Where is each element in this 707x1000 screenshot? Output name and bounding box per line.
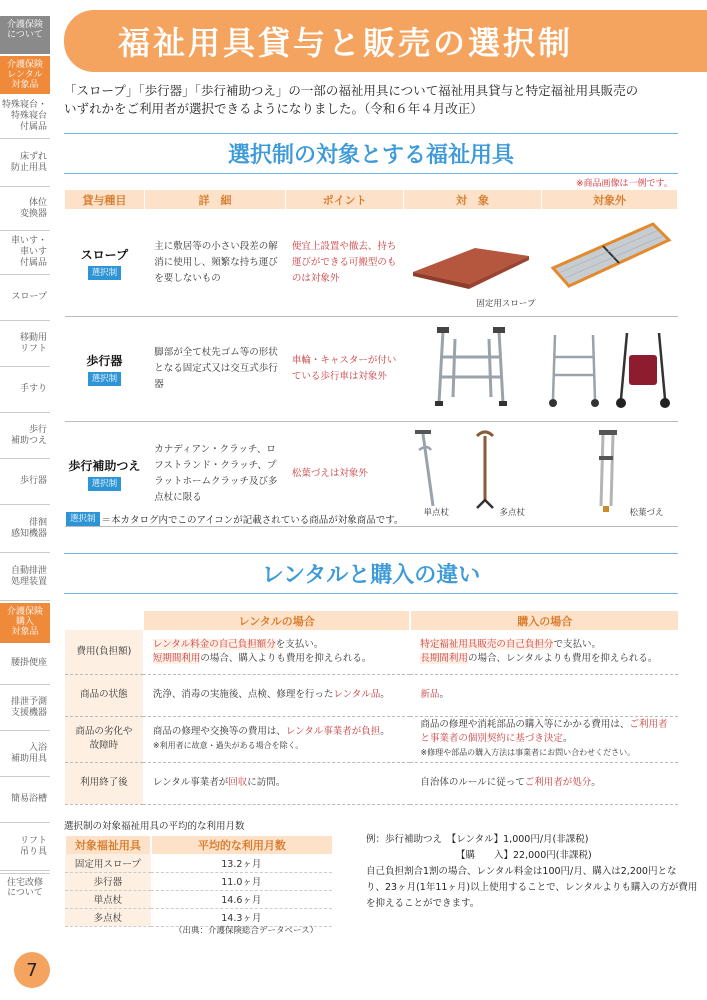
point-cell: 便宜上設置や撤去、持ち運びができる可搬型のものは対象外 [286,210,404,317]
table-row [65,210,678,317]
th-months: 平均的な利用月数 [151,836,332,854]
image-note: ※商品画像は一例です。 [576,179,673,189]
section-title-selection: 選択制の対象とする福祉用具 [64,133,678,174]
cost-example [366,832,696,912]
excluded-image-cell [541,317,677,422]
rental-purchase-table [64,611,678,805]
page-title: 福祉用具貸与と販売の選択制 [118,24,574,62]
sidebar-item-bedsore[interactable]: 床ずれ 防止用具 [0,139,50,187]
legend [66,512,404,526]
table-row: 多点杖 14.3ヶ月 [65,908,332,926]
section-title-difference: レンタルと購入の違い [64,553,678,594]
th-point: ポイント [286,190,404,210]
table-row [65,630,678,674]
legend-badge: 選択制 [66,512,100,526]
table-row: 歩行器 11.0ヶ月 [65,872,332,890]
sidebar-item-lift-sling[interactable]: リフト 吊り具 [0,823,50,871]
example-line-3: 自己負担割合1割の場合、レンタル料金は100円/月、購入は2,200円とな [366,866,677,877]
table-row: 固定用スロープ 13.2ヶ月 [65,854,332,872]
excluded-image-cell [541,210,677,317]
table-row [65,762,678,804]
intro-line-1: 「スロープ」「歩行器」「歩行補助つえ」の一部の福祉用具について福祉用具貸与と特定福祉用具販売の [64,83,639,98]
table-row [65,422,678,527]
sidebar-item-simple-bath[interactable]: 簡易浴槽 [0,777,50,823]
th-blank [65,611,143,630]
table-row [65,716,678,762]
walker-image [403,317,541,415]
selection-table [64,189,678,527]
single-cane-caption: 単点杖 [423,508,449,518]
target-image-cell [403,317,541,422]
excluded-image-cell [541,422,677,527]
sidebar-head-about[interactable]: 介護保険 について [0,16,50,54]
target-image-cell [403,210,541,317]
row-label: 商品の状態 [65,674,143,716]
type-name: スロープ [80,247,129,262]
point-cell: 車輪・キャスターが付いている歩行車は対象外 [286,317,404,422]
sidebar-item-cane[interactable]: 歩行 補助つえ [0,413,50,459]
rental-cell: レンタル料金の自己負担額分を支払い。 短期間利用の場合、購入よりも費用を抑えられる。 [143,630,411,674]
detail-cell: 脚部が全て杖先ゴム等の形状となる固定式又は交互式歩行器 [144,317,286,422]
th-purchase: 購入の場合 [410,611,678,630]
purchase-cell: 特定福祉用具販売の自己負担分で支払い。 長期間利用の場合、レンタルよりも費用を抑えられる。 [410,630,678,674]
sidebar-head-purchase[interactable]: 介護保険 購入 対象品 [0,603,50,643]
rollator-image [541,317,677,415]
rental-cell: 商品の修理や交換等の費用は、レンタル事業者が負担。 ※利用者に故意・過失がある場合を除く。 [143,716,411,762]
intro-line-2: いずれかをご利用者が選択できるようになりました。（令和６年４月改正） [64,101,483,116]
sidebar-item-handrail[interactable]: 手すり [0,367,50,413]
target-image-cell [403,422,541,527]
type-cell [65,210,145,317]
sidebar-item-slope[interactable]: スロープ [0,275,50,321]
table-row [65,317,678,422]
detail-cell: カナディアン・クラッチ、ロフストランド・クラッチ、プラットホームクラッチ及び多点杖に限る [144,422,286,527]
selection-badge: 選択制 [88,477,122,491]
usage-source: （出典：介護保険総合データベース） [174,926,319,936]
purchase-cell: 新品。 [410,674,678,716]
intro-text [64,82,684,118]
th-target: 対 象 [403,190,541,210]
page-number: 7 [14,952,50,988]
table-row: 単点杖 14.6ヶ月 [65,890,332,908]
sidebar-item-positioning[interactable]: 体位 変換器 [0,187,50,231]
usage-table-caption: 選択制の対象福祉用具の平均的な利用月数 [64,821,245,832]
th-type: 貸与種目 [65,190,145,210]
table-row [65,674,678,716]
selection-badge: 選択制 [88,372,122,386]
excluded-caption: 松葉づえ [629,508,664,518]
sidebar-item-wander-sensor[interactable]: 徘徊 感知機器 [0,505,50,553]
purchase-cell: 自治体のルールに従ってご利用者が処分。 [410,762,678,804]
example-line-5: を抑えることができます。 [366,898,480,909]
target-caption: 固定用スロープ [476,299,536,309]
th-detail: 詳 細 [144,190,286,210]
rental-cell: 洗浄、消毒の実施後、点検、修理を行ったレンタル品。 [143,674,411,716]
rental-cell: レンタル事業者が回収に訪問。 [143,762,411,804]
sidebar-item-toilet-seat[interactable]: 腰掛便座 [0,643,50,685]
point-cell: 松葉づえは対象外 [286,422,404,527]
type-cell [65,422,145,527]
row-label: 商品の劣化や 故障時 [65,716,143,762]
page-title-bar [64,10,707,72]
detail-cell: 主に敷居等の小さい段差の解消に使用し、頻繁な持ち運びを要しないもの [144,210,286,317]
selection-badge: 選択制 [88,266,122,280]
sidebar-item-wheelchair[interactable]: 車いす・ 車いす 付属品 [0,231,50,275]
sidebar-item-bath-aid[interactable]: 入浴 補助用具 [0,731,50,777]
sidebar-item-bed[interactable]: 特殊寝台・ 特殊寝台 付属品 [0,94,50,139]
multi-cane-caption: 多点杖 [499,508,525,518]
example-line-2: 【購 入】22,000円(非課税) [456,850,592,861]
portable-slope-image [541,210,677,310]
row-label: 費用(負担額) [65,630,143,674]
th-excluded: 対象外 [541,190,677,210]
example-line-1: 例：歩行補助つえ 【レンタル】1,000円/月(非課税) [366,834,589,845]
th-item: 対象福祉用具 [65,836,151,854]
fixed-slope-image [403,210,541,310]
legend-text: ＝本カタログ内でこのアイコンが記載されている商品が対象商品です。 [101,515,404,526]
sidebar-item-excretion[interactable]: 自動排泄 処理装置 [0,553,50,601]
sidebar-item-excretion-predict[interactable]: 排泄予測 支援機器 [0,685,50,731]
sidebar-head-rental[interactable]: 介護保険 レンタル 対象品 [0,56,50,94]
sidebar-head-renovation[interactable]: 住宅改修 について [0,873,50,911]
type-name: 歩行器 [86,353,123,368]
sidebar-item-lift[interactable]: 移動用 リフト [0,321,50,367]
type-name: 歩行補助つえ [68,458,141,473]
sidebar-nav [0,0,52,1000]
purchase-cell: 商品の修理や消耗部品の購入等にかかる費用は、ご利用者 と事業者の個別契約に基づき決定。 ※修理や部品の購入方法は事業者にお問い合わせください。 [410,716,678,762]
type-cell [65,317,145,422]
sidebar-item-walker[interactable]: 歩行器 [0,459,50,505]
th-rental: レンタルの場合 [143,611,411,630]
usage-table [64,836,332,927]
row-label: 利用終了後 [65,762,143,804]
example-line-4: り、23ヶ月(1年11ヶ月)以上使用することで、レンタルよりも購入の方が費用 [366,882,698,893]
